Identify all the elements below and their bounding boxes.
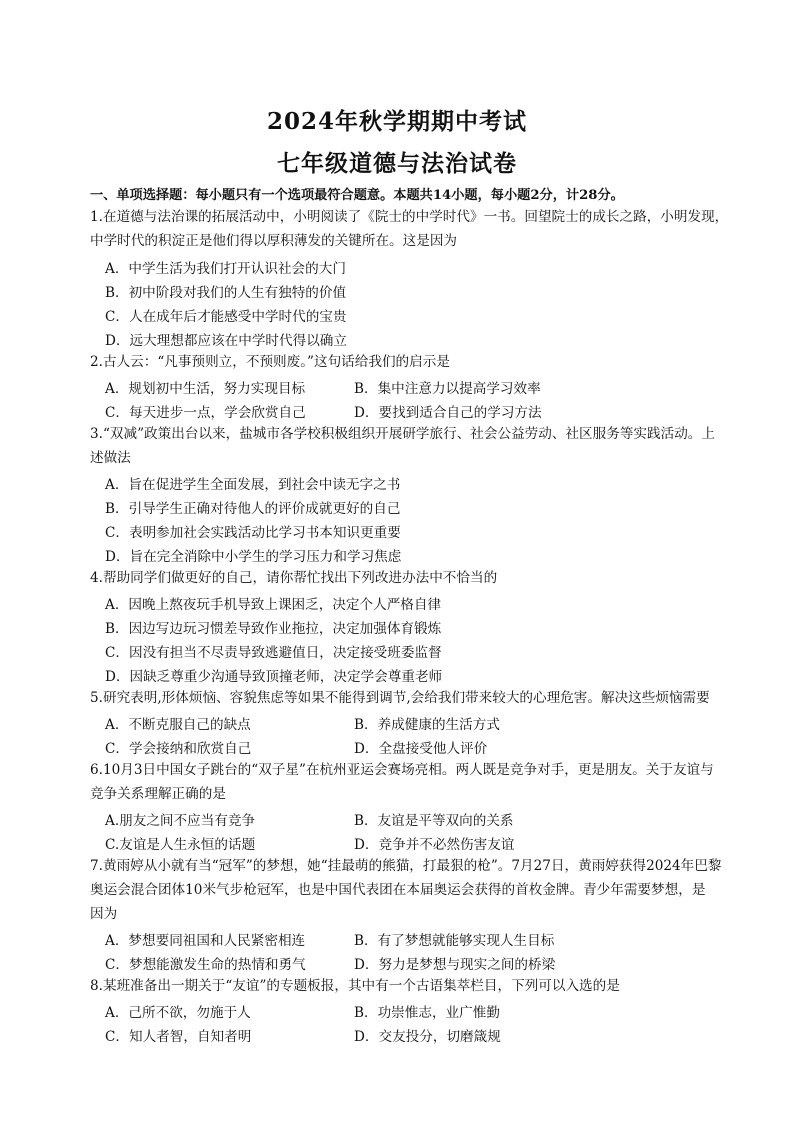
question-5-option-c: C．学会接纳和欣赏自己	[105, 741, 252, 757]
exam-title: 2024年秋学期期中考试	[266, 108, 527, 135]
question-stem-line: 2.古人云：“凡事预则立，不预则废。”这句话给我们的启示是	[90, 354, 450, 370]
question-5-stem	[90, 686, 780, 710]
question-4-option-a: A．因晚上熬夜玩手机导致上课困乏，决定个人严格自律	[105, 597, 442, 613]
question-stem-line: 因为	[90, 906, 118, 922]
question-3-option-a: A．旨在促进学生全面发展，到社会中读无字之书	[105, 477, 401, 493]
question-3-option-d: D．旨在完全消除中小学生的学习压力和学习焦虑	[105, 549, 402, 565]
question-7-option-c: C．梦想能激发生命的热情和勇气	[105, 957, 306, 973]
question-4-stem	[90, 566, 780, 590]
question-3-stem	[90, 422, 780, 470]
question-7-option-a: A．梦想要同祖国和人民紧密相连	[105, 933, 306, 949]
question-1-option-c: C．人在成年后才能感受中学时代的宝贵	[105, 309, 347, 325]
question-1-stem	[90, 205, 780, 253]
question-2-option-c: C．每天进步一点，学会欣赏自己	[105, 405, 306, 421]
question-5-option-b: B．养成健康的生活方式	[354, 717, 500, 733]
question-stem-line: 4.帮助同学们做更好的自己，请你帮忙找出下列改进办法中不恰当的	[90, 570, 498, 586]
question-8-option-b: B．功崇惟志，业广惟勤	[354, 1005, 500, 1021]
question-2-option-a: A．规划初中生活，努力实现目标	[105, 381, 306, 397]
question-stem-line: 7.黄雨婷从小就有当“冠军”的梦想，她“挂最萌的熊猫，打最狠的枪”。7月27日，黄雨婷获得2024年巴黎	[90, 858, 722, 874]
question-4-option-d: D．因缺乏尊重少沟通导致顶撞老师，决定学会尊重老师	[105, 669, 443, 685]
question-6-option-d: D．竞争并不必然伤害友谊	[354, 837, 515, 853]
question-3-option-c: C．表明参加社会实践活动比学习书本知识更重要	[105, 525, 401, 541]
question-2-option-b: B．集中注意力以提高学习效率	[354, 381, 541, 397]
question-6-stem	[90, 758, 780, 806]
question-stem-line: 3.“双减”政策出台以来，盐城市各学校积极组织开展研学旅行、社会公益劳动、社区服务等实践活动。上	[90, 426, 715, 442]
question-stem-line: 述做法	[90, 450, 131, 466]
question-7-option-d: D．努力是梦想与现实之间的桥梁	[354, 957, 556, 973]
question-1-option-b: B．初中阶段对我们的人生有独特的价值	[105, 285, 347, 301]
question-7-stem	[90, 854, 780, 926]
question-stem-line: 5.研究表明,形体烦恼、容貌焦虑等如果不能得到调节,会给我们带来较大的心理危害。解决这些烦恼需要	[90, 690, 710, 706]
question-8-option-c: C．知人者智，自知者明	[105, 1029, 252, 1045]
question-stem-line: 竞争关系理解正确的是	[90, 786, 226, 802]
question-6-option-a: A.朋友之间不应当有竞争	[105, 813, 256, 829]
question-stem-line: 中学时代的积淀正是他们得以厚积薄发的关键所在。这是因为	[90, 233, 458, 249]
question-1-option-d: D．远大理想都应该在中学时代得以确立	[105, 333, 347, 349]
question-stem-line: 1.在道德与法治课的拓展活动中，小明阅读了《院士的中学时代》一书。回望院士的成长之路，小明发现，	[90, 209, 729, 225]
question-5-option-a: A．不断克服自己的缺点	[105, 717, 251, 733]
question-3-option-b: B．引导学生正确对待他人的评价成就更好的自己	[105, 501, 401, 517]
question-1-option-a: A．中学生活为我们打开认识社会的大门	[105, 261, 346, 277]
question-7-option-b: B．有了梦想就能够实现人生目标	[354, 933, 555, 949]
exam-subtitle: 七年级道德与法治试卷	[277, 150, 517, 177]
question-stem-line: 6.10月3日中国女子跳台的“双子星”在杭州亚运会赛场亮相。两人既是竞争对手，更是朋友。关于友谊与	[90, 762, 714, 778]
question-stem-line: 8.某班准备出一期关于“友谊”的专题板报，其中有一个古语集萃栏目，下列可以入选的是	[90, 978, 620, 994]
question-5-option-d: D．全盘接受他人评价	[354, 741, 488, 757]
question-6-option-c: C.友谊是人生永恒的话题	[105, 837, 256, 853]
question-4-option-b: B．因边写边玩习惯差导致作业拖拉，决定加强体育锻炼	[105, 621, 442, 637]
question-2-option-d: D．要找到适合自己的学习方法	[354, 405, 542, 421]
question-6-option-b: B．友谊是平等双向的关系	[354, 813, 514, 829]
question-8-stem	[90, 974, 780, 998]
question-2-stem	[90, 350, 780, 374]
section-heading: 一、单项选择题：每小题只有一个选项最符合题意。本题共14小题，每小题2分，计28分。	[90, 188, 624, 203]
question-8-option-a: A．己所不欲，勿施于人	[105, 1005, 251, 1021]
question-4-option-c: C．因没有担当不尽责导致逃避值日，决定接受班委监督	[105, 645, 442, 661]
question-stem-line: 奥运会混合团体10米气步枪冠军，也是中国代表团在本届奥运会获得的首枚金牌。青少年需要梦想，是	[90, 882, 706, 898]
question-8-option-d: D．交友投分，切磨箴规	[354, 1029, 501, 1045]
